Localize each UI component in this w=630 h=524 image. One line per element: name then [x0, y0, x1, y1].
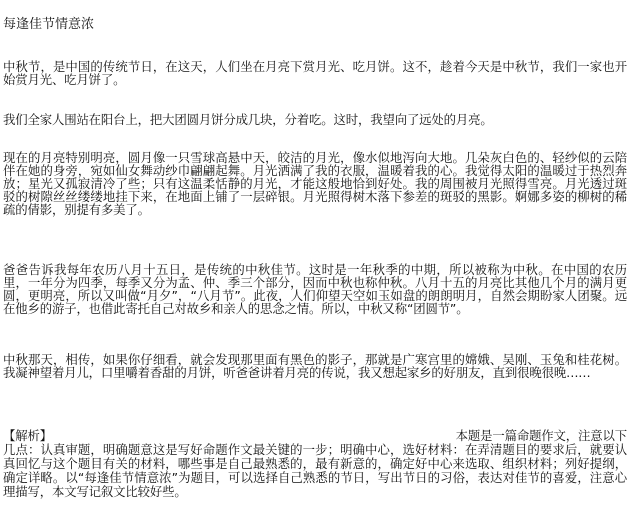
essay-paragraph-4: 爸爸告诉我每年农历八月十五日，是传统的中秋佳节。这时是一年秋季的中期，所以被称为中秋。在中国的农历里，一年分为四季，每季又分为孟、仲、季三个部分，因而中秋也称仲秋。八月十五的月亮比其他几个月的满月更圆，更明亮，所以又叫做“月夕”，“八月节”。此夜，人们仰望天空如玉如盘的朗朗明月，自然会期盼家人团聚。远在他乡的游子，也借此寄托自己对故乡和亲人的思念之情。所以，中秋又称“团圆节”。	[3, 262, 627, 316]
analysis-body: 几点：认真审题，明确题意这是写好命题作文最关键的一步；明确中心，选好材料：在弄清题目的要求后，就要认真回忆与这个题目有关的材料，哪些事是自己最熟悉的，最有新意的，确定好中心来选取、组织材料；列好提纲，确定详略。以“每逢佳节情意浓”为题目，可以选择自己熟悉的节日，写出节日的习俗，表达对佳节的喜爱，注意心理描写，本文写记叙文比较好些。	[3, 442, 627, 499]
essay-title: 每逢佳节情意浓	[3, 17, 95, 32]
analysis-label: 【解析】	[3, 428, 52, 443]
analysis-section	[3, 429, 627, 499]
essay-paragraph-5: 中秋那天，相传，如果你仔细看，就会发现那里面有黑色的影子，那就是广寒宫里的嫦娥、吴刚、玉兔和桂花树。我凝神望着月儿，口里嚼着香甜的月饼，听爸爸讲着月亮的传说，我又想起家乡的好朋友，直到很晚很晚……	[3, 352, 627, 380]
essay-paragraph-3: 现在的月亮特别明亮，圆月像一只雪球高悬中天，皎洁的月光，像水似地泻向大地。几朵灰白色的、轻纱似的云陪伴在她的身旁，宛如仙女舞动纱巾翩翩起舞。月光洒满了我的衣服，温暖着我的心。我觉得太阳的温暖过于热烈奔放；星光又孤寂清冷了些；只有这温柔恬静的月光，才能这般地恰到好处。我的周围被月光照得雪亮。月光透过斑驳的树隙丝丝缕缕地挂下来，在地面上铺了一层碎银。月光照得树木落下参差的斑驳的黑影。婀娜多姿的柳树的稀疏的倩影，别提有多美了。	[3, 150, 627, 217]
analysis-first-line: 本题是一篇命题作文，注意以下	[455, 428, 627, 443]
essay-paragraph-1: 中秋节，是中国的传统节日，在这天，人们坐在月亮下赏月光、吃月饼。这不，趁着今天是中秋节，我们一家也开始赏月光、吃月饼了。	[3, 59, 627, 87]
analysis-header	[3, 429, 627, 443]
essay-paragraph-2: 我们全家人围站在阳台上，把大团圆月饼分成几块，分着吃。这时，我望向了远处的月亮。	[3, 112, 493, 127]
